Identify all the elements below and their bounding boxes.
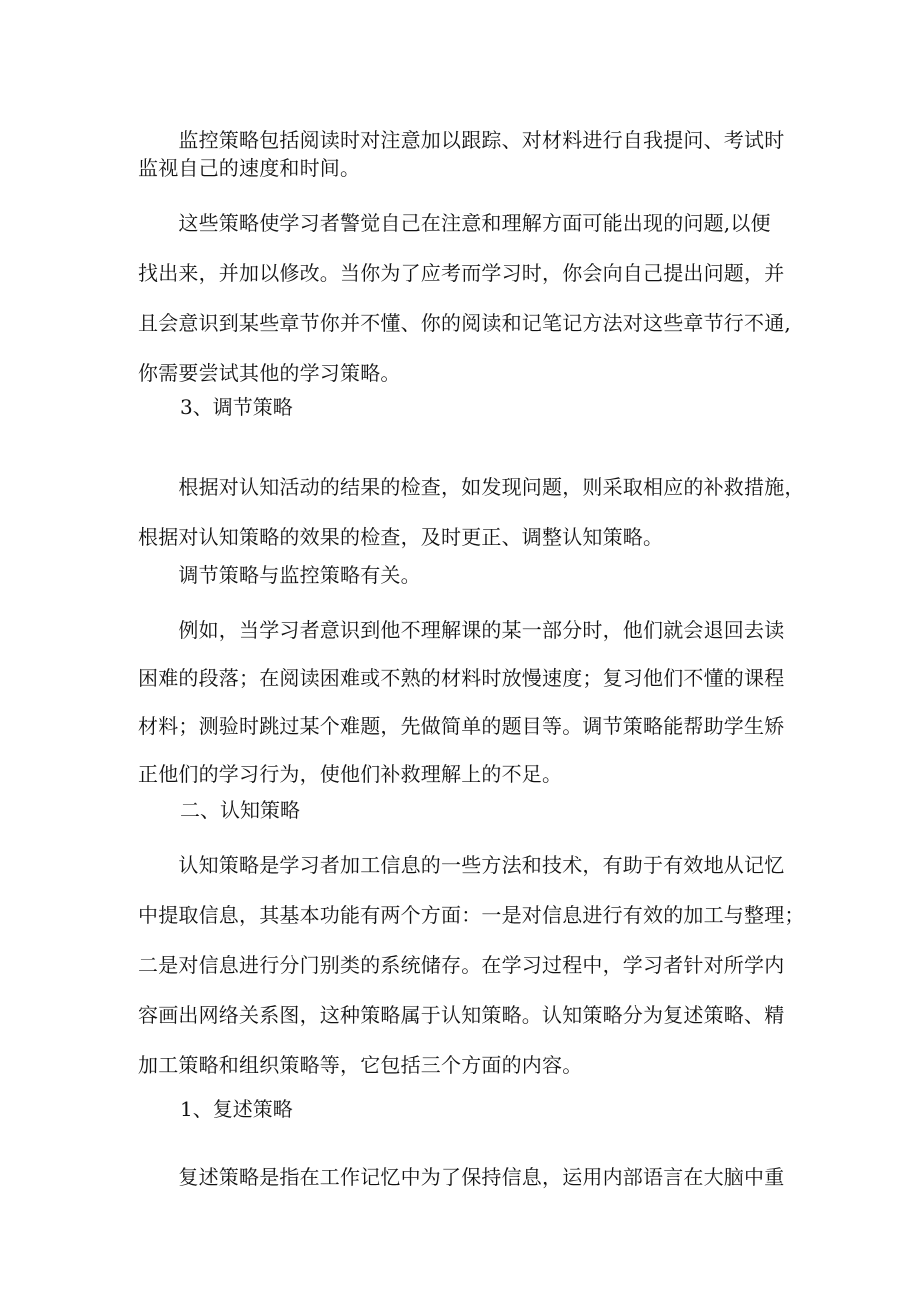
- paragraph-strategy-awareness: [138, 198, 791, 398]
- text-line: 困难的段落；在阅读困难或不熟的材料时放慢速度；复习他们不懂的课程: [138, 666, 785, 690]
- text-line: 你需要尝试其他的学习策略。: [138, 361, 401, 385]
- text-line: 二是对信息进行分门别类的系统储存。在学习过程中，学习者针对所学内: [138, 953, 785, 977]
- text-line: 例如，当学习者意识到他不理解课的某一部分时，他们就会退回去读: [138, 618, 785, 642]
- text-line: 材料；测验时跳过某个难题，先做简单的题目等。调节策略能帮助学生矫: [138, 714, 785, 738]
- text-line: 正他们的学习行为，使他们补救理解上的不足。: [138, 762, 563, 786]
- paragraph-monitoring-strategy: [138, 126, 788, 182]
- text-line: 认知策略是学习者加工信息的一些方法和技术，有助于有效地从记忆: [138, 853, 785, 877]
- section-heading-rehearsal-strategy: 1、复述策略: [180, 1097, 293, 1121]
- section-heading-regulation-strategy: 3、调节策略: [180, 395, 293, 419]
- text-line: 容画出网络关系图，这种策略属于认知策略。认知策略分为复述策略、精: [138, 1003, 785, 1027]
- paragraph-regulation-definition: [138, 462, 805, 562]
- text-line: 根据对认知活动的结果的检查，如发现问题，则采取相应的补救措施，: [138, 475, 805, 499]
- text-line: 这些策略使学习者警觉自己在注意和理解方面可能出现的问题,以便: [138, 211, 771, 235]
- text-line: 监视自己的速度和时间。: [138, 156, 361, 180]
- text-line: 监控策略包括阅读时对注意加以跟踪、对材料进行自我提问、考试时: [138, 128, 785, 152]
- paragraph-rehearsal-definition: [138, 1164, 788, 1190]
- paragraph-regulation-example: [138, 606, 788, 798]
- text-line: 且会意识到某些章节你并不懂、你的阅读和记笔记方法对这些章节行不通,: [138, 311, 791, 335]
- text-line: 中提取信息，其基本功能有两个方面：一是对信息进行有效的加工与整理；: [138, 903, 805, 927]
- paragraph-cognitive-definition: [138, 840, 805, 1090]
- text-line: 调节策略与监控策略有关。: [138, 563, 421, 587]
- text-line: 根据对认知策略的效果的检查，及时更正、调整认知策略。: [138, 525, 664, 549]
- text-line: 找出来，并加以修改。当你为了应考而学习时，你会向自己提出问题，并: [138, 261, 785, 285]
- paragraph-regulation-relation: [138, 562, 788, 588]
- text-line: 复述策略是指在工作记忆中为了保持信息，运用内部语言在大脑中重: [138, 1165, 785, 1189]
- text-line: 加工策略和组织策略等，它包括三个方面的内容。: [138, 1053, 583, 1077]
- section-heading-cognitive-strategy: 二、认知策略: [180, 798, 300, 822]
